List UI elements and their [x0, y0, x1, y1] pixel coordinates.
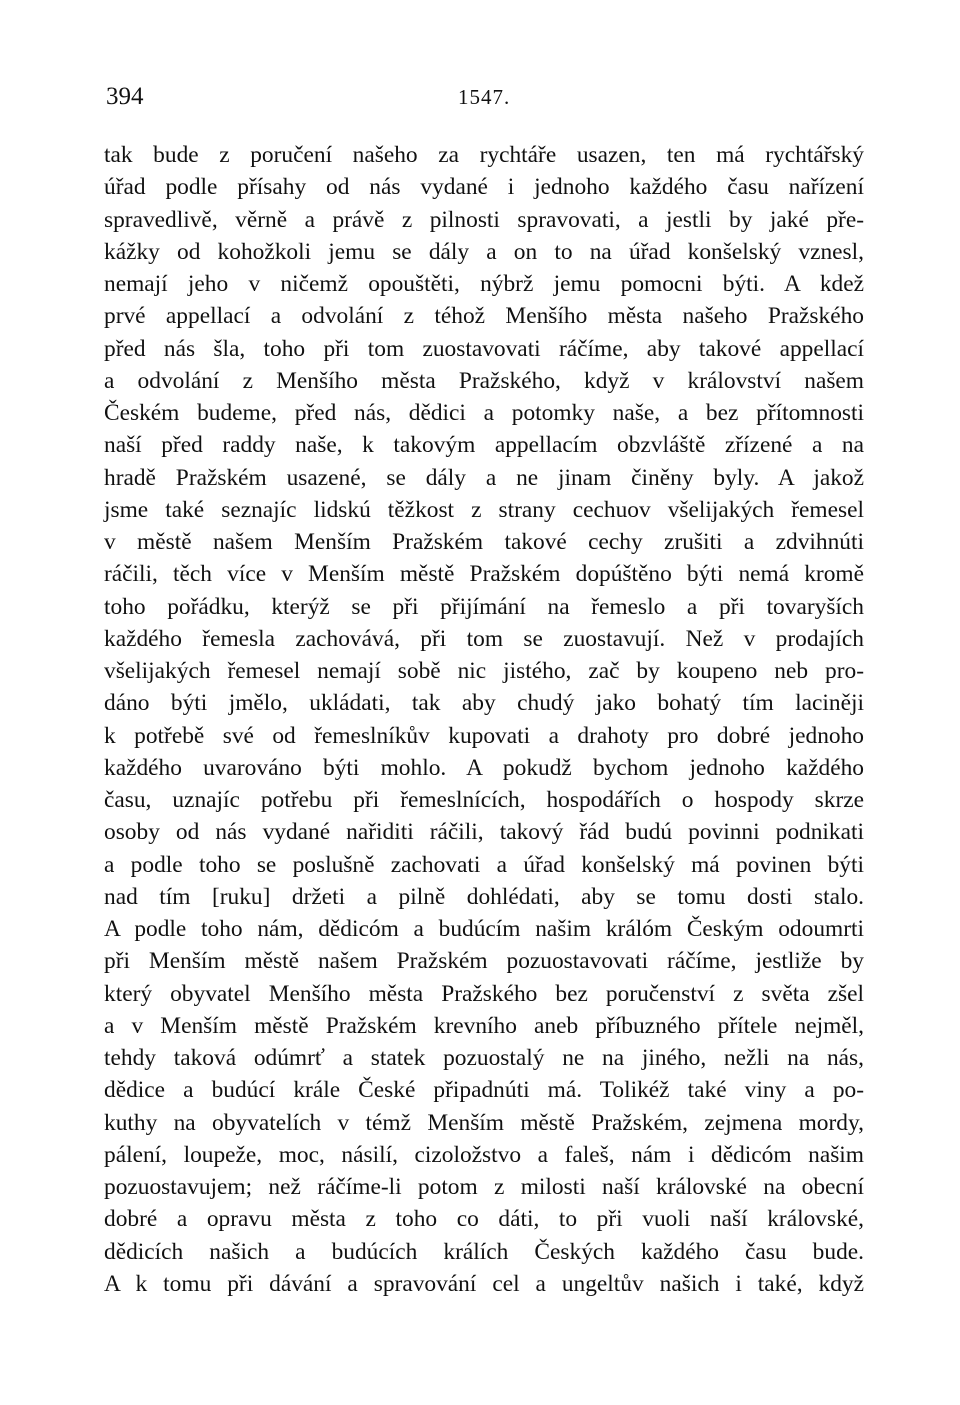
text-line: a podle toho se poslušně zachovati a úřad konšelský má povinen býti — [104, 851, 864, 878]
text-line: dědicích našich a budúcích králích Českých každého času bude. — [104, 1238, 864, 1265]
text-line: všelijakých řemesel nemají sobě nic jistého, zač by koupeno neb pro- — [104, 658, 864, 684]
text-line: hradě Pražském usazené, se dály a ne jinam činěny byly. A jakož — [104, 464, 864, 491]
text-line: jsme také seznajíc lidskú těžkost z strany cechuov všelijakých řemesel — [104, 496, 864, 523]
text-line: osoby od nás vydané nařiditi ráčili, takový řád budú povinni podnikati — [104, 819, 864, 846]
text-line: nad tím [ruku] držeti a pilně dohlédati, aby se tomu dosti stalo. — [104, 883, 864, 910]
text-line: pozuostavujem; než ráčíme-li potom z milosti naší královské na obecní — [104, 1174, 864, 1200]
text-line: a v Menším městě Pražském krevního aneb příbuzného přítele nejměl, — [104, 1012, 864, 1039]
text-line: spravedlivě, věrně a právě z pilnosti spravovati, a jestli by jaké pře- — [104, 206, 864, 233]
text-line: každého řemesla zachovává, při tom se zuostavují. Než v prodajích — [104, 625, 864, 652]
text-line: úřad podle přísahy od nás vydané i jednoho každého času nařízení — [104, 174, 864, 201]
text-line: prvé appellací a odvolání z téhož Menšího města našeho Pražského — [104, 303, 864, 330]
text-line: A podle toho nám, dědicóm a budúcím našim králóm Českým odoumrti — [104, 916, 864, 942]
text-line: před nás šla, toho při tom zuostavovati ráčíme, aby takové appellací — [104, 335, 864, 362]
text-line: tehdy taková odúmrť a statek pozuostalý ne na jiného, nežli na nás, — [104, 1045, 864, 1071]
text-line: k potřebě své od řemeslníkův kupovati a drahoty pro dobré jednoho — [104, 722, 864, 749]
text-line: dáno býti jmělo, ukládati, tak aby chudý jako bohatý tím laciněji — [104, 690, 864, 717]
text-line: každého uvarováno býti mohlo. A pokudž bychom jednoho každého — [104, 754, 864, 781]
text-line: dobré a opravu města z toho co dáti, to při vuoli naší královské, — [104, 1206, 864, 1233]
text-line: pálení, loupeže, moc, násilí, cizoložstvo a faleš, nám i dědicóm našim — [104, 1141, 864, 1168]
text-line: ráčili, těch více v Menším městě Pražském dopúštěno býti nemá kromě — [104, 561, 864, 588]
page-number: 394 — [106, 83, 144, 110]
text-line: kážky od kohožkoli jemu se dály a on to na úřad konšelský vznesl, — [104, 238, 864, 265]
text-line: dědice a budúcí krále České připadnúti má. Tolikéž také viny a po- — [104, 1077, 864, 1104]
text-line: při Menším městě našem Pražském pozuostavovati ráčíme, jestliže by — [104, 948, 864, 975]
text-line: a odvolání z Menšího města Pražského, když v království našem — [104, 367, 864, 394]
running-head-year: 1547. — [458, 85, 511, 109]
text-line: nemají jeho v ničemž opouštěti, nýbrž jemu pomocni býti. A kdež — [104, 271, 864, 297]
text-line: toho pořádku, kterýž se při přijímání na řemeslo a při tovaryších — [104, 593, 864, 620]
text-line: tak bude z poručení našeho za rychtáře usazen, ten má rychtářský — [104, 142, 864, 168]
text-line: kuthy na obyvatelích v témž Menším městě Pražském, zejmena mordy, — [104, 1109, 864, 1136]
body-text — [104, 139, 864, 1300]
text-line: který obyvatel Menšího města Pražského bez poručenství z světa zšel — [104, 980, 864, 1007]
text-line: naší před raddy naše, k takovým appellacím obzvláště zřízené a na — [104, 432, 864, 459]
text-line: v městě našem Menším Pražském takové cechy zrušiti a zdvihnúti — [104, 529, 864, 555]
text-line: Českém budeme, před nás, dědici a potomky naše, a bez přítomnosti — [104, 400, 864, 426]
text-line: A k tomu při dávání a spravování cel a ungeltův našich i také, když — [104, 1270, 864, 1297]
text-line: času, uznajíc potřebu při řemeslnících, hospodářích o hospody skrze — [104, 787, 864, 813]
